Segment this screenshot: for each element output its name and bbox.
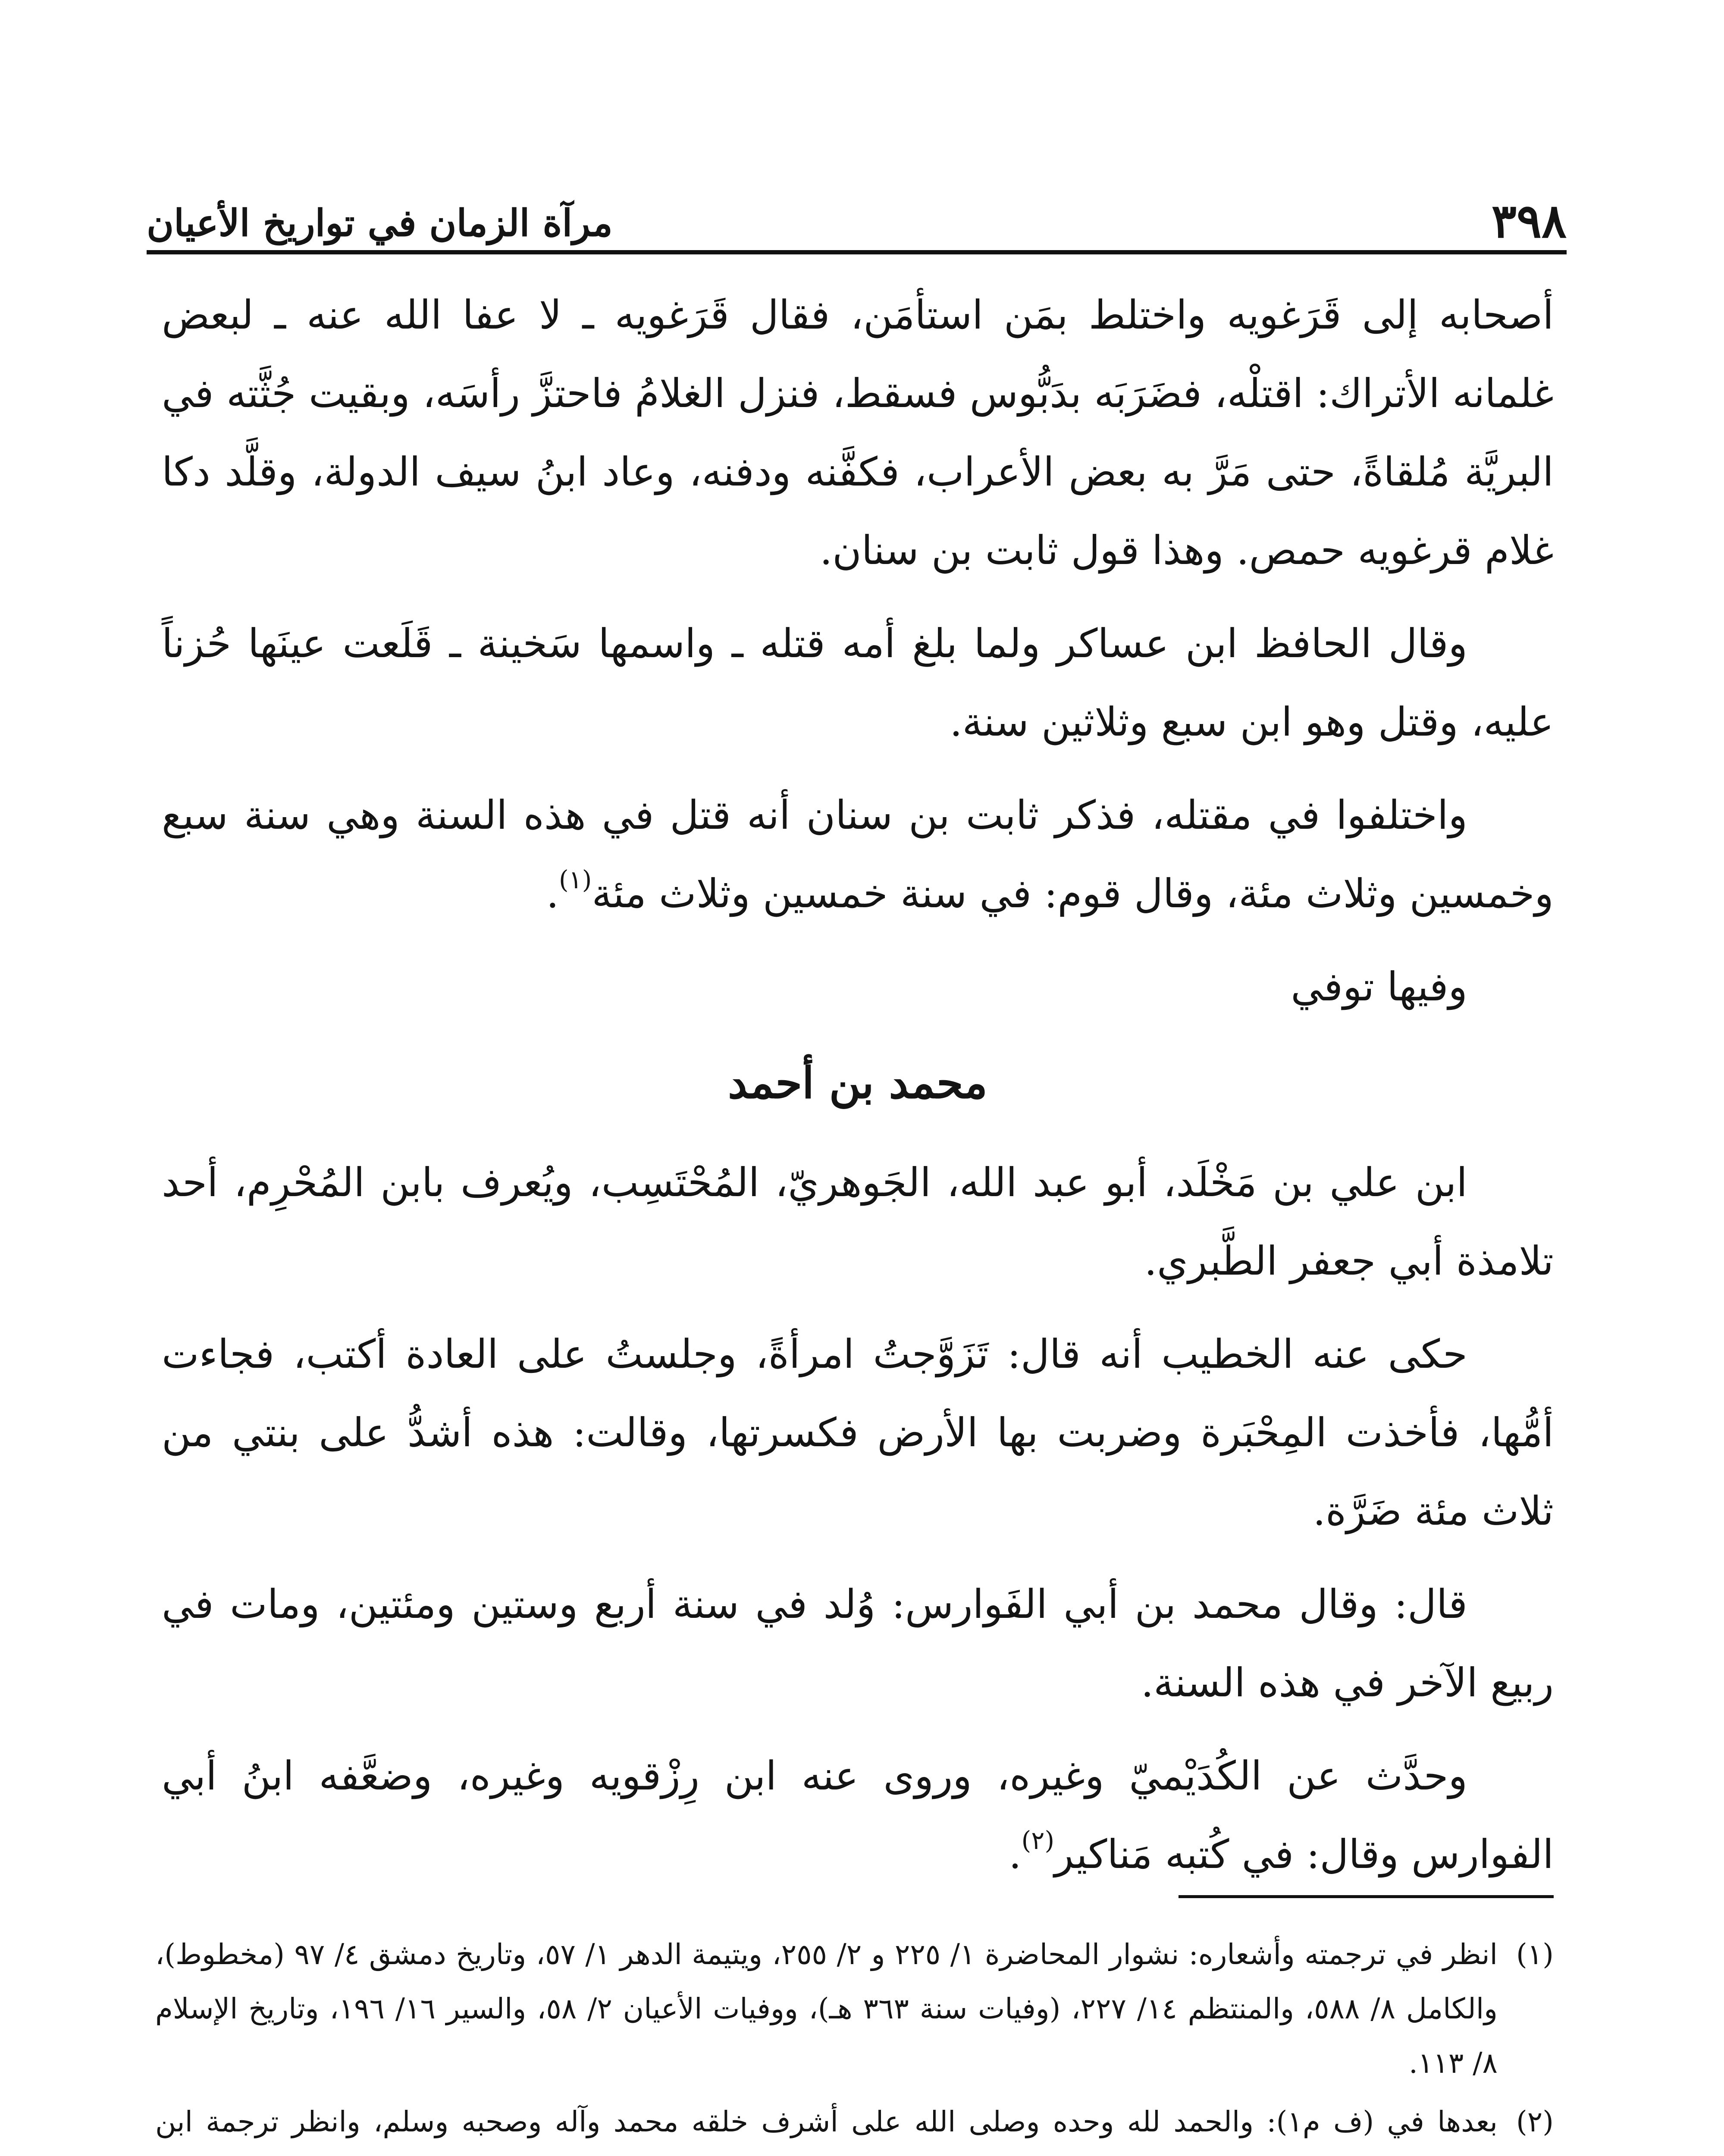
paragraph-end: . [546,871,559,917]
page-number: ٣٩٨ [1491,194,1567,248]
footnote [155,2095,1554,2156]
footnote-number: (٢) [1516,2105,1554,2138]
paragraph-with-footnote [162,1737,1554,1894]
paragraph-end: . [1009,1831,1022,1877]
footnotes [155,1927,1554,2156]
paragraph-with-footnote [162,776,1554,933]
section-title: محمد بن أحمد [728,1057,987,1108]
paragraph-text: وحدَّث عن الكُدَيْميّ وغيره، وروى عنه ابن رِزْقويه وغيره، وضعَّفه ابنُ أبي الفوارس وقال: في كُتبه مَناكير [162,1753,1554,1877]
paragraph: وقال الحافظ ابن عساكر ولما بلغ أمه قتله ـ واسمها سَخينة ـ قَلَعت عينَها حُزناً عليه، وقتل وهو ابن سبع وثلاثين سنة. [162,620,1554,745]
footnote-text: بعدها في (ف م١): والحمد لله وحده وصلى الله على أشرف خلقه محمد وآله وصحبه وسلم، وانظر ترجمة ابن [155,2105,1498,2138]
paragraph: حكى عنه الخطيب أنه قال: تَزَوَّجتُ امرأةً، وجلستُ على العادة أكتب، فجاءت أمُّها، فأخذت المِحْبَرة وضربت بها الأرض فكسرتها، وقالت: هذه أشدُّ على بنتي من ثلاث مئة ضَرَّة. [162,1331,1554,1534]
paragraph: ابن علي بن مَخْلَد، أبو عبد الله، الجَوهريّ، المُحْتَسِب، ويُعرف بابن المُحْرِم، أحد تلامذة أبي جعفر الطَّبري. [162,1159,1554,1284]
footnote-text: انظر في ترجمته وأشعاره: نشوار المحاضرة ١/ ٢٢٥ و ٢/ ٢٥٥، ويتيمة الدهر ١/ ٥٧، وتاريخ دمشق ٤/ ٩٧ (مخطوط)، والكامل ٨/ ٥٨٨، والمنتظم ١٤/ ٢٢٧، (وفيات سنة ٣٦٣ هـ)، ووفيات الأعيان ٢/ ٥٨، والسير ١٦/ ١٩٦، وتاريخ الإسلام ٨/ ١١٣. [155,1938,1498,2080]
header-rule [147,250,1567,254]
running-header [147,172,1567,254]
paragraph: أصحابه إلى قَرَغويه واختلط بمَن استأمَن، فقال قَرَغويه ـ لا عفا الله عنه ـ لبعض غلمانه الأتراك: اقتلْه، فضَرَبَه بدَبُّوس فسقط، فنزل الغلامُ فاحتزَّ رأسَه، وبقيت جُثَّته في البريَّة مُلقاةً، حتى مَرَّ به بعض الأعراب، فكفَّنه ودفنه، وعاد ابنُ سيف الدولة، وقلَّد دكا غلام قرغويه حمص. وهذا قول ثابت بن سنان. [162,292,1554,573]
footnote-reference[interactable]: (١) [559,865,592,894]
paragraph-text: واختلفوا في مقتله، فذكر ثابت بن سنان أنه قتل في هذه السنة وهي سنة سبع وخمسين وثلاث مئة، وقال قوم: في سنة خمسين وثلاث مئة [162,792,1554,917]
footnote-reference[interactable]: (٢) [1021,1826,1055,1855]
short-line: وفيها توفي [1291,964,1467,1010]
main-text [162,276,1554,1877]
footnote-number: (١) [1516,1938,1554,1971]
footnote-separator [1179,1895,1554,1898]
footnote [155,1927,1554,2090]
book-title: مرآة الزمان في تواريخ الأعيان [147,201,613,245]
paragraph: قال: وقال محمد بن أبي الفَوارس: وُلد في سنة أربع وستين ومئتين، ومات في ربيع الآخر في هذه السنة. [162,1581,1554,1706]
